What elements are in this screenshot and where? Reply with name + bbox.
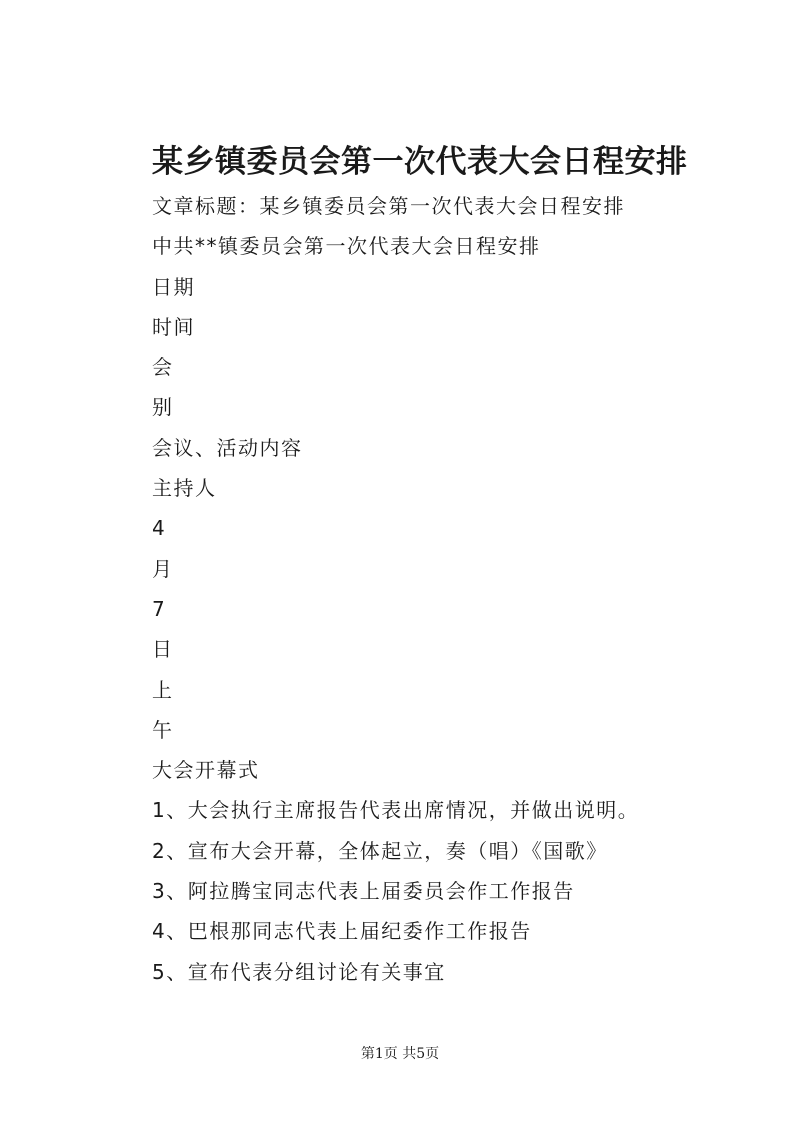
header-host: 主持人 [152,476,217,501]
page-footer: 第1页 共5页 [360,1046,440,1062]
header-session-2: 别 [152,395,174,420]
session-opening: 大会开幕式 [152,758,260,783]
document-title: 某乡镇委员会第一次代表大会日程安排 [152,144,688,180]
agenda-item: 3、阿拉腾宝同志代表上届委员会作工作报告 [152,879,575,904]
date-month-number: 4 [152,516,167,541]
date-day-number: 7 [152,596,167,621]
time-morning-2: 午 [152,717,174,742]
agenda-item: 4、巴根那同志代表上届纪委作工作报告 [152,919,532,944]
header-time: 时间 [152,314,195,339]
header-session-1: 会 [152,355,174,380]
agenda-item: 5、宣布代表分组讨论有关事宜 [152,959,446,984]
header-content: 会议、活动内容 [152,435,303,460]
article-title-line: 文章标题：某乡镇委员会第一次代表大会日程安排 [152,194,625,218]
time-morning-1: 上 [152,677,174,702]
agenda-item: 2、宣布大会开幕，全体起立，奏（唱）《国歌》 [152,838,608,863]
agenda-item: 1、大会执行主席报告代表出席情况，并做出说明。 [152,798,640,823]
subtitle-line: 中共**镇委员会第一次代表大会日程安排 [152,234,541,259]
document-body [152,186,752,992]
date-month-label: 月 [152,556,174,581]
header-date: 日期 [152,274,195,299]
date-day-label: 日 [152,637,174,662]
